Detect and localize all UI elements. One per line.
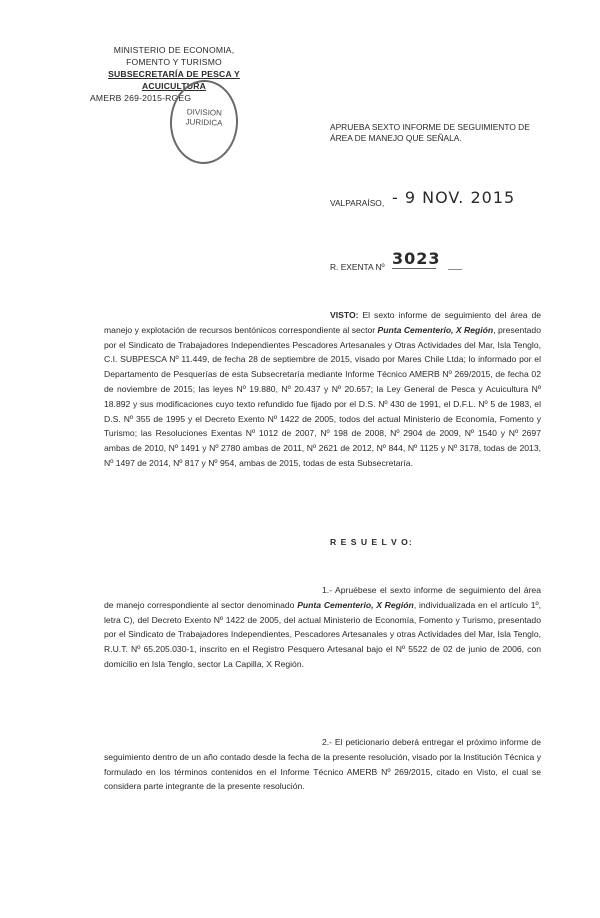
visto-text-a: El sexto informe de seguimiento del área de manejo y explotación de recursos bentónicos correspondiente al sector (104, 310, 541, 335)
item2-text: 2.- El peticionario deberá entregar el próximo informe de seguimiento dentro de un año contado desde la fecha de la presente resolución, visado por la Institución Técnica y formulado en los términos contenidos en el Informe Técnico AMERB Nº 269/2015, citado en Visto, el cual se considera parte integrante de la presente resolución. (104, 737, 541, 792)
document-date: - 9 NOV. 2015 (392, 188, 516, 207)
subsecretaria-name: SUBSECRETARÍA DE PESCA Y ACUICULTURA (108, 69, 240, 91)
visto-heading: VISTO: (330, 310, 359, 320)
resolution-suffix: ___ (448, 260, 462, 270)
stamp-line-1: DIVISION (186, 107, 223, 118)
visto-paragraph (104, 308, 541, 471)
resolution-item-1 (104, 583, 541, 672)
item1-text-a: 1.- Apruébese el sexto informe de seguimiento del área de manejo correspondiente al sector denominado (104, 585, 541, 610)
stamp-line-2: JURIDICA (185, 117, 223, 128)
ministry-name: MINISTERIO DE ECONOMIA, (113, 45, 235, 55)
resolution-item-2 (104, 735, 541, 794)
place-label: VALPARAÍSO, (330, 198, 385, 208)
item1-text-b: , individualizada en el artículo 1º, letra C), del Decreto Exento Nº 1422 de 2005, del actual Ministerio de Economía, Fomento y Turismo, presentado por el Sindicato de Trabajadores Independientes, Pescadores Artesanales y otras Actividades del Mar, Isla Tenglo, R.U.T. Nº 65.205.030-1, inscrito en el Registro Pesquero Artesanal bajo el Nº 5522 de 02 de junio de 2006, con domicilio en Isla Tenglo, sector La Capilla, X Región. (104, 599, 542, 669)
document-subject (330, 122, 560, 144)
reference-code: AMERB 269-2015-RGEG (90, 93, 192, 103)
subject-line-1: APRUEBA SEXTO INFORME DE SEGUIMIENTO DE (330, 122, 530, 132)
division-juridica-stamp (169, 79, 240, 165)
ministry-name-cont: FOMENTO Y TURISMO (126, 57, 222, 67)
resolution-number: 3023 (392, 249, 441, 268)
ministry-header (84, 44, 264, 104)
resolution-label: R. EXENTA Nº (330, 262, 385, 272)
visto-text-b: , presentado por el Sindicato de Trabajadores Independientes Pescadores Artesanales y Otras Actividades del Mar, Isla Tenglo, C.I. SUBPESCA Nº 11.449, de fecha 28 de septiembre de 2015, visado por Mares Chile Ltda; lo informado por el Departamento de Pesquerías de esta Subsecretaría mediante Informe Técnico AMERB Nº 269/2015, de fecha 02 de noviembre de 2015; las leyes Nº 19.880, Nº 20.437 y Nº 20.657; la Ley General de Pesca y Acuicultura Nº 18.892 y sus modificaciones cuyo texto refundido fue fijado por el D.S. Nº 430 de 1991, el D.F.L. Nº 5 de 1983, el D.S. Nº 355 de 1995 y el Decreto Exento Nº 1422 de 2005, todos del actual Ministerio de Economía, Fomento y Turismo; las Resoluciones Exentas Nº 1012 de 2007, Nº 198 de 2008, Nº 2904 de 2009, Nº 1540 y Nº 2697 ambas de 2010, Nº 1491 y Nº 2780 ambas de 2011, Nº 2621 de 2012, Nº 844, Nº 1125 y Nº 3178, todas de 2013, Nº 1497 de 2014, Nº 817 y Nº 954, ambas de 2015, todas de esta Subsecretaría. (104, 324, 541, 468)
resuelvo-heading: R E S U E L V O: (330, 537, 413, 547)
subject-line-2: ÁREA DE MANEJO QUE SEÑALA. (330, 133, 462, 143)
item1-place-name: Punta Cementerio, X Región (297, 599, 414, 610)
visto-place-name: Punta Cementerio, X Región (377, 324, 494, 335)
